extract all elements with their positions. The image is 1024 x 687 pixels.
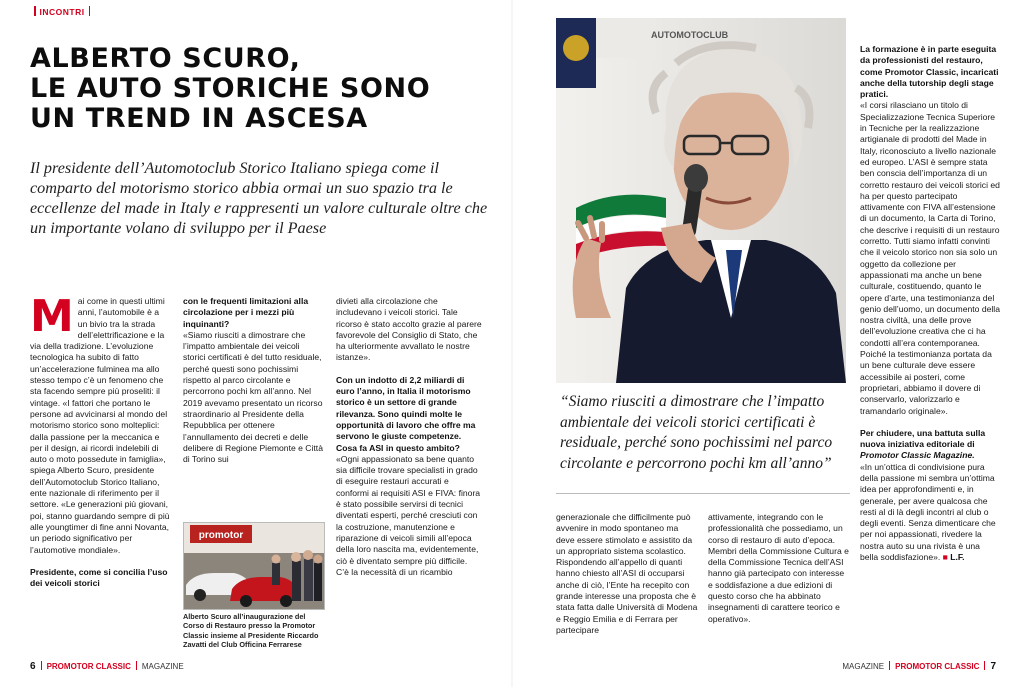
column-4 bbox=[556, 512, 698, 636]
col1-paragraph: ai come in questi ultimi anni, l’automobile è a un bivio tra la strada dell’elettrificazione e la via della tradizione. L’evoluzione tecnologica ha subito di fatto un’accelerazione fulminea ma allo stesso tempo c’è un fenomeno che sta facendo sempre più proseliti: il vintage. «I fattori che portano le persone ad avvicinarsi al mondo del motorismo storico sono molteplici: dalla passione per la meccanica e per il design, ai ricordi indelebili di auto o moto possedute in famiglia», spiega Alberto Scuro, presidente dell’Automotoclub Storico Italiano, ente nazionale di riferimento per il settore. «Le generazioni più giovani, poi, stanno guardando sempre di più alle youngtimer di fine anni Novanta, un periodo significativo per l’automotive mondiale». bbox=[30, 296, 170, 555]
col2-question: con le frequenti limitazioni alla circolazione per i mezzi più inquinanti? bbox=[183, 296, 309, 329]
end-mark: ■ bbox=[942, 552, 948, 563]
column-6 bbox=[860, 44, 1000, 563]
col6-paragraph-2: «In un’ottica di condivisione pura della passione mi sembra un’ottima idea per approfondimenti e, in generale, per avere qualcosa che resti al di là degli incontri al club o degli eventi. Senza dimenticare che per noi appassionati, rivedere la nostra auto su una rivista è una bella soddisfazione». bbox=[860, 461, 996, 563]
col4-paragraph: generazionale che difficilmente può avvenire in modo spontaneo ma deve essere stimolato e assistito da un appropriato sistema scolastico. Rispondendo all’appello di quanti hanno chiesto all’ASI di occuparsi anche di ciò, l’Ente ha recepito con grande interesse una proposta che è stata fatta dalle Università di Modena e Reggio Emilia e di Ferrara per partecipare bbox=[556, 512, 698, 635]
photo-caption: Alberto Scuro all’inaugurazione del Corso di Restauro presso la Promotor Classic insieme al Presidente Riccardo Zavatti del Club Officina Ferrarese bbox=[183, 612, 319, 649]
section-label: INCONTRI bbox=[39, 7, 85, 17]
col3-paragraph-3: C’è la necessità di un ricambio bbox=[336, 566, 453, 577]
page-number-left: 6 bbox=[30, 661, 36, 672]
tag-bar bbox=[89, 6, 91, 16]
showroom-illustration bbox=[184, 523, 324, 609]
deck: Il presidente dell’Automotoclub Storico Italiano spiega come il comparto del motorismo storico abbia ormai un suo spazio tra le eccellenze del made in Italy e rappresenti un valore culturale oltre che un importante volano di sviluppo per il Paese bbox=[30, 159, 488, 237]
column-2 bbox=[183, 296, 323, 465]
pull-quote-rule bbox=[556, 493, 850, 494]
footer-brand-right: PROMOTOR CLASSIC bbox=[895, 662, 980, 671]
footer-section-left: MAGAZINE bbox=[141, 662, 184, 671]
footer-left bbox=[30, 661, 184, 672]
portrait-photo bbox=[556, 18, 846, 383]
col1-question: Presidente, come si concilia l’uso dei veicoli storici bbox=[30, 566, 168, 589]
headline bbox=[30, 44, 500, 134]
page-gutter bbox=[511, 0, 513, 687]
headline-line-2: LE AUTO STORICHE SONO bbox=[30, 73, 431, 104]
dropcap: M bbox=[30, 291, 74, 342]
banner-text: AUTOMOTOCLUB bbox=[651, 30, 729, 40]
col3-paragraph-2: «Ogni appassionato sa bene quanto sia difficile trovare specialisti in grado di eseguire restauri accurati e conformi ai requisiti ASI e FIVA: finora è stato possibile servirsi di tecnici diventati esperti, perché cresciuti con la costruzione, manutenzione e riparazione di veicoli simili all’epoca della loro nascita ma, evidentemente, ciò è diventato sempre più difficile. bbox=[336, 453, 481, 566]
footer-right bbox=[842, 661, 996, 672]
col6-question-1: La formazione è in parte eseguita da professionisti del restauro, come Promotor Classic, incaricati anche della tutorship degli stage pratici. bbox=[860, 44, 999, 100]
col6-question-2-text: Per chiudere, una battuta sulla nuova iniziativa editoriale di bbox=[860, 427, 986, 450]
headline-line-3: UN TREND IN ASCESA bbox=[30, 103, 368, 134]
col6-paragraph-1: «I corsi rilasciano un titolo di Specializzazione Tecnica Superiore in Tecniche per la realizzazione artigianale di prodotti del Made in Italy, riconosciuto a livello nazionale ed europeo. L’ASI è sempre stata ben conscia dell’importanza di un corretto restauro dei veicoli storici ed ha per questo partecipato attivamente con FIVA all’estensione di un documento, la Carta di Torino, che descrive i requisiti di un restauro corretto. Tutti siamo infatti convinti che il veicolo storico non sia solo un oggetto da collezione per appassionati ma anche un bene culturale, costituendo, quanto le opere d’arte, una testimonianza del genio dell’uomo, un documento della nostra civiltà, una delle prove dell’evoluzione creativa che ci ha condotti all’era contemporanea. Poiché la testimonianza portata da un bene culturale deve essere accessibile ai posteri, come proprietari, abbiamo il dovere di conservarlo, valorizzarlo e tramandarlo originale». bbox=[860, 100, 1000, 416]
page-number-right: 7 bbox=[990, 661, 996, 672]
photo-sign-text: promotor bbox=[198, 530, 244, 541]
column-5 bbox=[708, 512, 850, 625]
footer-section-right: MAGAZINE bbox=[842, 662, 885, 671]
col6-question-2-italic: Promotor Classic Magazine. bbox=[860, 450, 975, 461]
pull-quote: “Siamo riusciti a dimostrare che l’impatto ambientale dei veicoli storici certificati è residuale, perché sono pochissimi nel parco circolante e percorrono pochi km all’anno” bbox=[560, 393, 833, 472]
section-tag bbox=[30, 6, 94, 17]
headline-line-1: ALBERTO SCURO, bbox=[30, 43, 301, 74]
column-3 bbox=[336, 296, 484, 578]
inauguration-photo bbox=[183, 522, 325, 610]
col3-question: Con un indotto di 2,2 miliardi di euro l’anno, in Italia il motorismo storico è un settore di grande rilevanza. Sono quindi molte le opportunità di lavoro che offre ma servono le giuste competenze. Cosa fa ASI in questo ambito? bbox=[336, 374, 476, 453]
speaker-portrait-illustration bbox=[556, 18, 846, 383]
author-initials: L.F. bbox=[950, 552, 965, 563]
column-1 bbox=[30, 291, 170, 589]
col5-paragraph: attivamente, integrando con le professionalità che possediamo, un corso di restauro di auto d’epoca. Membri della Commissione Cultura e della Commissione Tecnica dell’ASI hanno già partecipato con interesse e soddisfazione a due edizioni di questo corso che ha abbinato insegnamenti di carattere teorico e operativo». bbox=[708, 512, 849, 624]
footer-brand-left: PROMOTOR CLASSIC bbox=[46, 662, 131, 671]
tag-bar bbox=[34, 6, 36, 16]
col2-paragraph: «Siamo riusciti a dimostrare che l’impatto ambientale dei veicoli storici certificati è del tutto residuale, perché questi sono pochissimi rispetto al parco circolante e percorrono pochi km all’anno. Nel 2019 avevamo presentato un ricorso straordinario al Presidente della Repubblica per ottenere l’annullamento dei decreti e delle delibere di Regione Piemonte e Città di Torino sui bbox=[183, 329, 323, 465]
col3-paragraph-1: divieti alla circolazione che includevano i veicoli storici. Tale ricorso è stato accolto grazie al parere favorevole del Consiglio di Stato, che ha ulteriormente avvallato le nostre istanze». bbox=[336, 296, 482, 363]
col6-question-2 bbox=[860, 428, 985, 461]
